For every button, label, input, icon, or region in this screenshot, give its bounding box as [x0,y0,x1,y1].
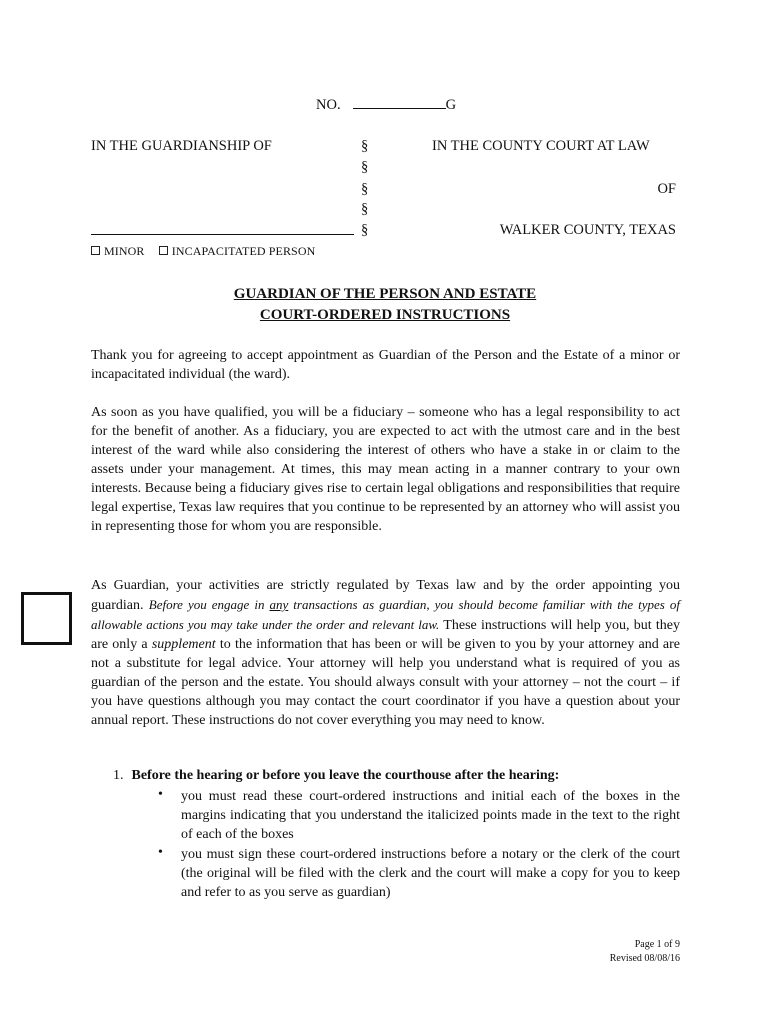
item-1-bullet-1: you must read these court-ordered instructions and initial each of the boxes in the margins indicating that you understand the italicized points made in the text to the right of each of the boxes [181,789,680,842]
section-symbol: § [361,181,369,197]
p3-text-c: to the information that has been or will be given to you by your attorney and are not a substitute for legal advice. Your attorney will help you understand what is required of you as guardian of the person and the estate. You should always consult with your attorney – not the court – if you have questions although you may contact the court coordinator if you have a question about your annual report. These instructions do not cover everything you may need to know. [91,637,680,728]
case-number-blank[interactable] [353,96,446,109]
case-number-label: NO. [316,97,341,113]
p3-italic-b: transactions as guardian, you should become familiar with the types of allowable actions you may take under the order and relevant law. [91,597,681,632]
minor-checkbox-label: MINOR [104,244,145,258]
fiduciary-paragraph: As soon as you have qualified, you will be a fiduciary – someone who has a legal responsibility to act for the benefit of another. As a fiduciary, you are expected to act with the utmost care and in the best interest of the ward while also considering the interest of others who have a stake in or claim to the assets under your management. At times, this may mean acting in a manner contrary to your own interests. Because being a fiduciary gives rise to certain legal obligations and responsibilities that require legal expertise, Texas law requires that you continue to be represented by an attorney who will assist you in representing those for whom you are responsible. [91,405,680,534]
intro-paragraph: Thank you for agreeing to accept appointment as Guardian of the Person and the Estate of a minor or incapacitated individual (the ward). [91,348,680,382]
incapacitated-checkbox-label: INCAPACITATED PERSON [171,244,316,258]
page-footer [610,938,680,966]
guardian-regulation-paragraph [91,576,680,730]
p3-italic-a: Before you engage in [148,597,270,612]
bullet-icon: • [158,845,163,860]
section-symbol: § [361,201,369,217]
page-number: Page 1 of 9 [634,939,680,950]
ward-name-field[interactable] [91,234,354,235]
guardianship-of-label: IN THE GUARDIANSHIP OF [91,138,272,154]
ward-type-checkboxes [91,244,315,259]
title-line1: GUARDIAN OF THE PERSON AND ESTATE [233,286,537,302]
incapacitated-checkbox[interactable] [159,246,168,255]
minor-checkbox[interactable] [91,246,100,255]
p3-italic-any: any [269,597,289,612]
p3-text-b: These instructions will help you, but they are only a [91,618,680,652]
section-symbol: § [361,138,369,154]
item-1-heading-text: Before the hearing or before you leave the courthouse after the hearing: [131,768,560,783]
section-symbol: § [361,159,369,175]
court-name-line1: IN THE COUNTY COURT AT LAW [432,138,650,154]
title-line2: COURT-ORDERED INSTRUCTIONS [259,307,511,323]
item-1-number: 1. [113,768,124,783]
revision-date: Revised 08/08/16 [609,953,680,964]
section-symbol: § [361,222,369,238]
case-number-suffix: G [445,97,457,113]
p3-text-a: As Guardian, your activities are strictly regulated by Texas law and by the order appointing you guardian. [91,578,680,613]
p3-supplement: supplement [151,637,216,652]
case-number [316,96,456,114]
item-1-bullet-2: you must sign these court-ordered instructions before a notary or the clerk of the court (the original will be filed with the clerk and the court will make a copy for you to keep and refer to as you serve as guardian) [181,847,680,900]
bullet-icon: • [158,787,163,802]
court-name-line3: WALKER COUNTY, TEXAS [499,222,676,238]
document-title [0,284,770,326]
initials-box[interactable] [21,592,72,645]
item-1-heading [113,768,559,784]
court-name-line2: OF [657,181,676,197]
